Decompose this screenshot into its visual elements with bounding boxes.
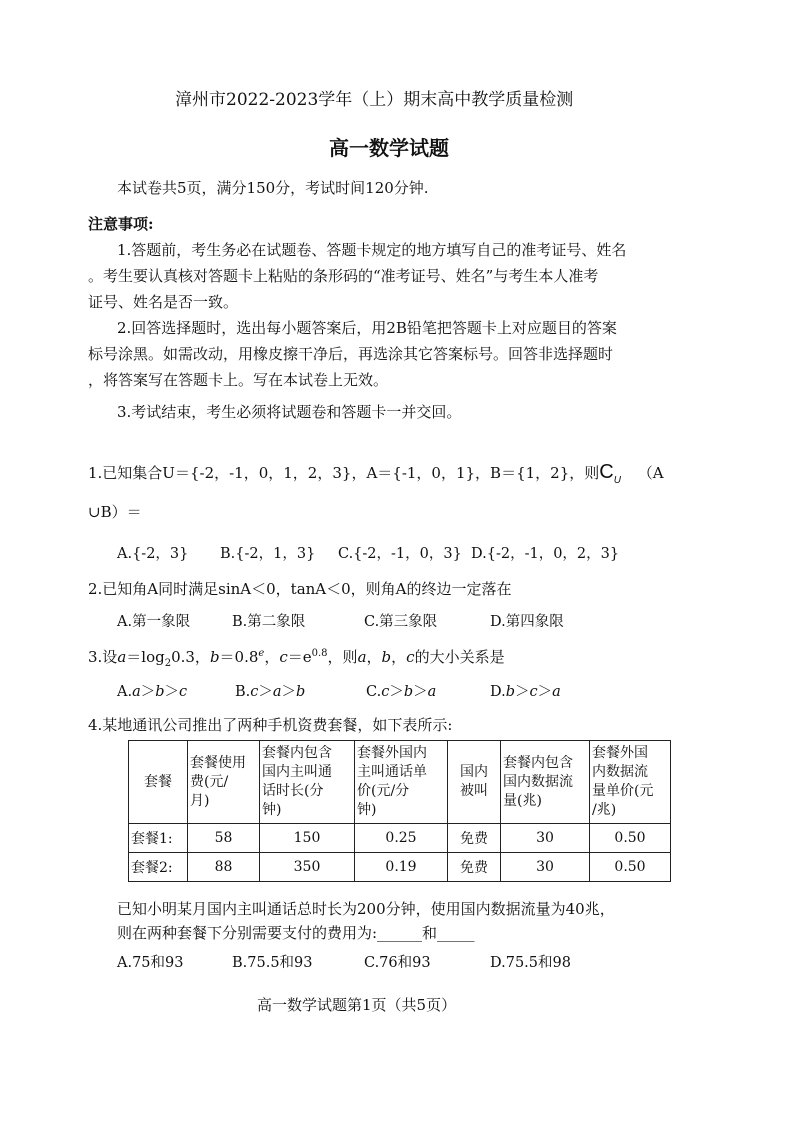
header-line: 量单价(元	[592, 783, 654, 799]
q2-option-b: B.第二象限	[232, 614, 306, 630]
q4-option-b: B.75.5和93	[232, 955, 313, 971]
q3-option-a-v2: b	[155, 684, 165, 700]
q3-var-b: b	[209, 648, 220, 666]
header-line: /兆)	[592, 802, 617, 818]
q3-log-arg: 0.3，	[171, 648, 210, 666]
q3-var-a: a	[117, 648, 127, 666]
fee-table-header	[129, 741, 188, 824]
header-line: 主叫通话单	[357, 764, 427, 780]
q3-option-b-v2: a	[272, 684, 282, 700]
header-line: 套餐内包含	[262, 745, 332, 761]
q1-option-c: C.{-2，-1，0，3}	[338, 546, 462, 562]
q1-stem-line1	[88, 461, 664, 486]
table-cell: 30	[501, 824, 590, 853]
q3-option-c-v3: a	[427, 684, 437, 700]
q4-option-d: D.75.5和98	[490, 955, 571, 971]
fee-table	[128, 740, 671, 882]
q3-option-a-v3: c	[179, 684, 188, 700]
q3-option-d	[490, 682, 561, 702]
q3-option-c-v1: c	[381, 684, 390, 700]
q3-option-d-gt2: ＞	[537, 684, 553, 700]
exam-intro: 本试卷共5页，满分150分，考试时间120分钟.	[117, 179, 429, 197]
notice-item2-line3: ，将答案写在答题卡上。写在本试卷上无效。	[88, 371, 389, 389]
table-cell: 150	[260, 824, 355, 853]
header-line: 套餐	[144, 773, 172, 790]
q4-stem: 4.某地通讯公司推出了两种手机资费套餐，如下表所示:	[88, 716, 453, 734]
fee-table-header	[590, 741, 671, 824]
q1-stem-tail: （A	[637, 464, 664, 482]
q3-option-d-v2: c	[529, 684, 538, 700]
q3-tail-c: c	[406, 648, 415, 666]
q3-option-a-gt2: ＞	[164, 684, 180, 700]
q3-option-a-label: A.	[117, 684, 133, 700]
fee-table-header	[188, 741, 260, 824]
header-line: 国内主叫通	[262, 764, 332, 780]
q3-eq-log: ＝log	[126, 648, 165, 666]
notice-item1-line1: 1.答题前，考生务必在试题卷、答题卡规定的地方填写自己的准考证号、姓名	[117, 241, 627, 259]
q3-option-b-gt1: ＞	[258, 684, 273, 700]
table-row	[129, 824, 671, 853]
header-line: 费(元/	[190, 773, 229, 790]
notice-item1-line3: 证号、姓名是否一致。	[88, 293, 239, 311]
q3-eq-b: ＝0.8	[219, 648, 259, 666]
header-line: 套餐内包含	[503, 754, 573, 771]
fee-table-header	[448, 741, 501, 824]
header-line: 价(元/分	[357, 783, 410, 799]
table-cell: 免费	[448, 824, 501, 853]
q3-option-a-gt1: ＞	[140, 684, 156, 700]
header-line: 量(兆)	[503, 792, 542, 809]
q4-follow-line2: 则在两种套餐下分别需要支付的费用为:______和_____	[117, 924, 475, 942]
header-line: 月)	[190, 792, 210, 809]
q3-option-c-gt1: ＞	[389, 684, 404, 700]
q3-tail-end: 的大小关系是	[414, 648, 505, 666]
header-line: 套餐外国内	[357, 745, 427, 761]
q3-option-a	[117, 682, 187, 702]
header-line: 钟)	[357, 802, 377, 818]
q3-option-b-v3: b	[296, 684, 306, 700]
table-cell: 套餐2:	[129, 853, 188, 882]
q2-stem: 2.已知角A同时满足sinA＜0，tanA＜0，则角A的终边一定落在	[88, 580, 512, 598]
table-row	[129, 853, 671, 882]
table-cell: 350	[260, 853, 355, 882]
q2-option-d: D.第四象限	[490, 614, 564, 630]
q3-option-c	[366, 682, 436, 702]
q3-eq-c: ＝e	[287, 648, 312, 666]
q3-option-d-v1: b	[505, 684, 516, 700]
q4-option-c: C.76和93	[364, 955, 431, 971]
notice-item3: 3.考试结束，考生必须将试题卷和答题卡一并交回。	[117, 403, 462, 421]
q3-option-b-label: B.	[235, 684, 251, 700]
q3-option-d-gt1: ＞	[515, 684, 530, 700]
complement-subscript: U	[613, 475, 621, 486]
fee-table-header	[501, 741, 590, 824]
q3-option-a-v1: a	[132, 684, 141, 700]
complement-symbol	[599, 461, 621, 486]
header-line: 国内数据流	[503, 773, 573, 790]
notice-heading: 注意事项:	[88, 215, 154, 233]
table-cell: 0.50	[590, 853, 671, 882]
q3-option-d-v3: a	[552, 684, 561, 700]
q3-sep-c: ，	[264, 648, 280, 666]
q3-tail-then: ，则	[327, 648, 358, 666]
q3-option-b-v1: c	[250, 684, 259, 700]
fee-table-header	[260, 741, 355, 824]
q3-option-d-label: D.	[490, 684, 506, 700]
table-cell: 88	[188, 853, 260, 882]
q2-option-a: A.第一象限	[117, 614, 191, 630]
q3-option-c-gt2: ＞	[413, 684, 428, 700]
table-cell: 0.25	[355, 824, 448, 853]
q3-tail-comma1: ，	[366, 648, 382, 666]
q1-option-b: B.{-2，1，3}	[220, 546, 316, 562]
q3-stem	[88, 647, 505, 667]
header-line: 钟)	[262, 802, 282, 818]
header-line: 套餐外国	[592, 745, 648, 761]
q3-tail-a: a	[357, 648, 367, 666]
header-line: 被叫	[460, 783, 488, 799]
fee-table-header	[355, 741, 448, 824]
notice-item2-line2: 标号涂黑。如需改动，用橡皮擦干净后，再选涂其它答案标号。回答非选择题时	[88, 345, 614, 363]
q3-option-b	[235, 682, 305, 702]
exam-title: 漳州市2022-2023学年（上）期末高中教学质量检测	[175, 90, 574, 110]
q3-log-base: 2	[164, 658, 172, 669]
table-cell: 0.19	[355, 853, 448, 882]
notice-item2-line1: 2.回答选择题时，选出每小题答案后，用2B铅笔把答题卡上对应题目的答案	[117, 319, 617, 337]
subject-title: 高一数学试题	[329, 136, 449, 160]
header-line: 国内	[460, 764, 488, 780]
q3-option-b-gt2: ＞	[281, 684, 297, 700]
table-cell: 30	[501, 853, 590, 882]
notice-item1-line2: 。考生要认真核对答题卡上粘贴的条形码的“准考证号、姓名”与考生本人准考	[88, 267, 599, 285]
header-line: 内数据流	[592, 764, 648, 780]
q3-option-c-v2: b	[403, 684, 414, 700]
table-cell: 0.50	[590, 824, 671, 853]
q3-var-c: c	[279, 648, 288, 666]
q3-tail-comma2: ，	[391, 648, 407, 666]
q4-option-a: A.75和93	[117, 955, 184, 971]
q3-c-exponent: 0.8	[311, 648, 328, 659]
q1-stem-line2: ∪B）＝	[88, 503, 142, 521]
table-cell: 套餐1:	[129, 824, 188, 853]
fee-table-header-row	[129, 741, 671, 824]
table-cell: 58	[188, 824, 260, 853]
header-line: 话时长(分	[262, 783, 324, 799]
page-footer: 高一数学试题第1页（共5页）	[257, 996, 457, 1014]
table-cell: 免费	[448, 853, 501, 882]
q2-option-c: C.第三象限	[364, 614, 438, 630]
q3-prefix: 3.设	[88, 648, 118, 666]
header-line: 套餐使用	[190, 754, 246, 771]
q3-b-exponent: e	[258, 648, 265, 659]
q1-stem-text: 1.已知集合U＝{-2，-1，0，1，2，3}，A＝{-1，0，1}，B＝{1，2}，则	[88, 464, 600, 482]
q1-option-d: D.{-2，-1，0，2，3}	[471, 546, 620, 562]
q1-option-a: A.{-2，3}	[117, 546, 189, 562]
complement-c: C	[599, 461, 614, 483]
q3-tail-b: b	[381, 648, 392, 666]
q3-option-c-label: C.	[366, 684, 382, 700]
q4-follow-line1: 已知小明某月国内主叫通话总时长为200分钟，使用国内数据流量为40兆，	[117, 900, 615, 918]
